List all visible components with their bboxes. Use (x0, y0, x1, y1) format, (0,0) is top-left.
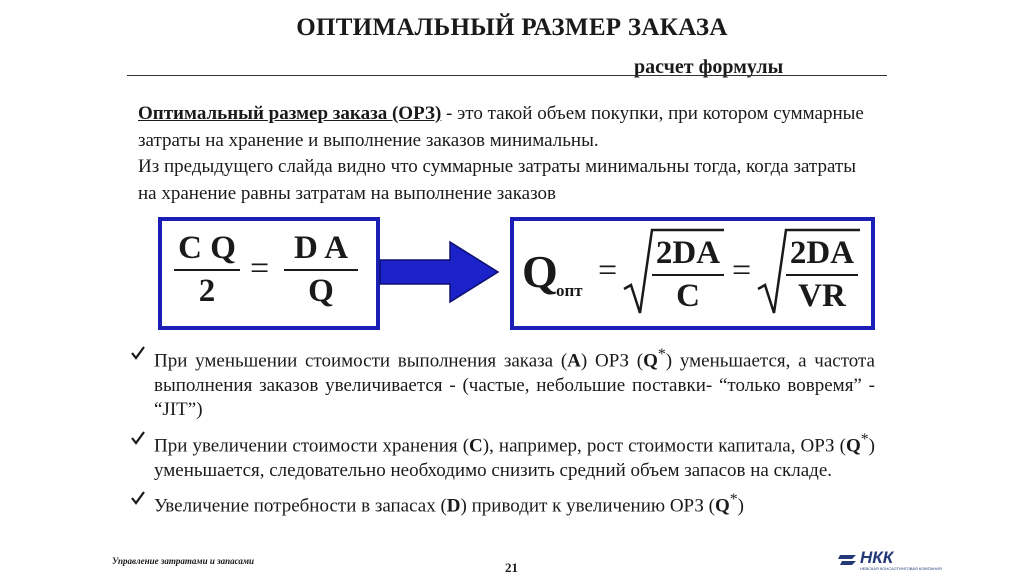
list-item (130, 343, 875, 423)
definition-term: Оптимальный размер заказа (ОРЗ) (138, 103, 442, 124)
bullet-superscript: * (860, 430, 869, 448)
fraction-numerator: 2DA (789, 235, 855, 271)
fraction-numerator: 2DA (655, 235, 721, 271)
fraction-denominator: C (652, 274, 724, 314)
bullet-variable: Q (845, 435, 861, 457)
bullet-text: ) приводит к увеличению ОРЗ ( (460, 495, 715, 517)
bullet-text: Увеличение потребности в запасах ( (154, 495, 447, 517)
list-item (130, 428, 875, 483)
equality-formula-box (158, 217, 380, 330)
bullet-variable: Q (714, 495, 730, 517)
checkmark-icon (130, 490, 146, 506)
checkmark-icon (130, 430, 146, 446)
q-subscript: опт (556, 281, 583, 300)
bullet-variable: A (567, 350, 581, 372)
equals-sign: = (732, 252, 752, 289)
title-divider (127, 75, 887, 76)
bullet-text: ), например, рост стоимости капитала, ОРЗ ( (482, 435, 846, 457)
logo-subtitle: НЕВСКАЯ КОНСАЛТИНГОВАЯ КОМПАНИЯ (860, 566, 942, 571)
course-name: Управление затратами и запасами (112, 556, 255, 566)
checkmark-icon (130, 345, 146, 361)
equals-sign: = (598, 252, 618, 289)
arrow-right-icon (378, 240, 502, 304)
definition-text: - это такой объем покупки, при котором суммарные затраты на хранение и выполнение заказов минимальны. (138, 103, 864, 151)
fraction-denominator: VR (786, 274, 858, 314)
bullet-superscript: * (657, 346, 666, 363)
bullet-text: При увеличении стоимости хранения ( (154, 435, 470, 457)
eoq-formula-box (510, 217, 875, 330)
holding-cost-fraction (174, 230, 240, 309)
list-item (130, 488, 875, 519)
page-number: 21 (505, 560, 518, 575)
sqrt-fraction-2 (786, 235, 858, 314)
explanation-paragraph: Из предыдущего слайда видно что суммарные затраты минимальны тогда, когда затраты на хранение равны затратам на выполнение заказов (138, 156, 856, 204)
fraction-numerator: C Q (178, 230, 236, 266)
bullet-text: ) уменьшается, а частота выполнения заказов увеличивается - (частые, небольшие поставки- “только вовремя” - “JIT”) (154, 350, 875, 421)
sqrt-fraction-1 (652, 235, 724, 314)
bullet-text: При уменьшении стоимости выполнения заказа ( (154, 350, 568, 372)
equals-sign: = (250, 250, 270, 287)
slide-subtitle: расчет формулы (634, 56, 784, 78)
bullet-list (130, 343, 875, 524)
definition-paragraph (138, 100, 878, 154)
fraction-denominator: Q (284, 269, 358, 309)
logo-text: НКК (860, 548, 894, 567)
fraction-numerator: D A (293, 230, 349, 266)
bullet-variable: D (446, 495, 461, 517)
fraction-denominator: 2 (174, 269, 240, 309)
slide-title: ОПТИМАЛЬНЫЙ РАЗМЕР ЗАКАЗА (296, 14, 728, 41)
ordering-cost-fraction (284, 230, 358, 309)
bullet-variable: C (469, 435, 483, 457)
bullet-text: ) уменьшается, следовательно необходимо снизить средний объем запасов на складе. (154, 435, 875, 481)
q-symbol: Q (522, 246, 558, 297)
bullet-superscript: * (729, 491, 738, 509)
bullet-text: ) (737, 495, 744, 517)
bullet-text: ) ОРЗ ( (580, 350, 644, 372)
bullet-variable: Q (643, 350, 658, 372)
